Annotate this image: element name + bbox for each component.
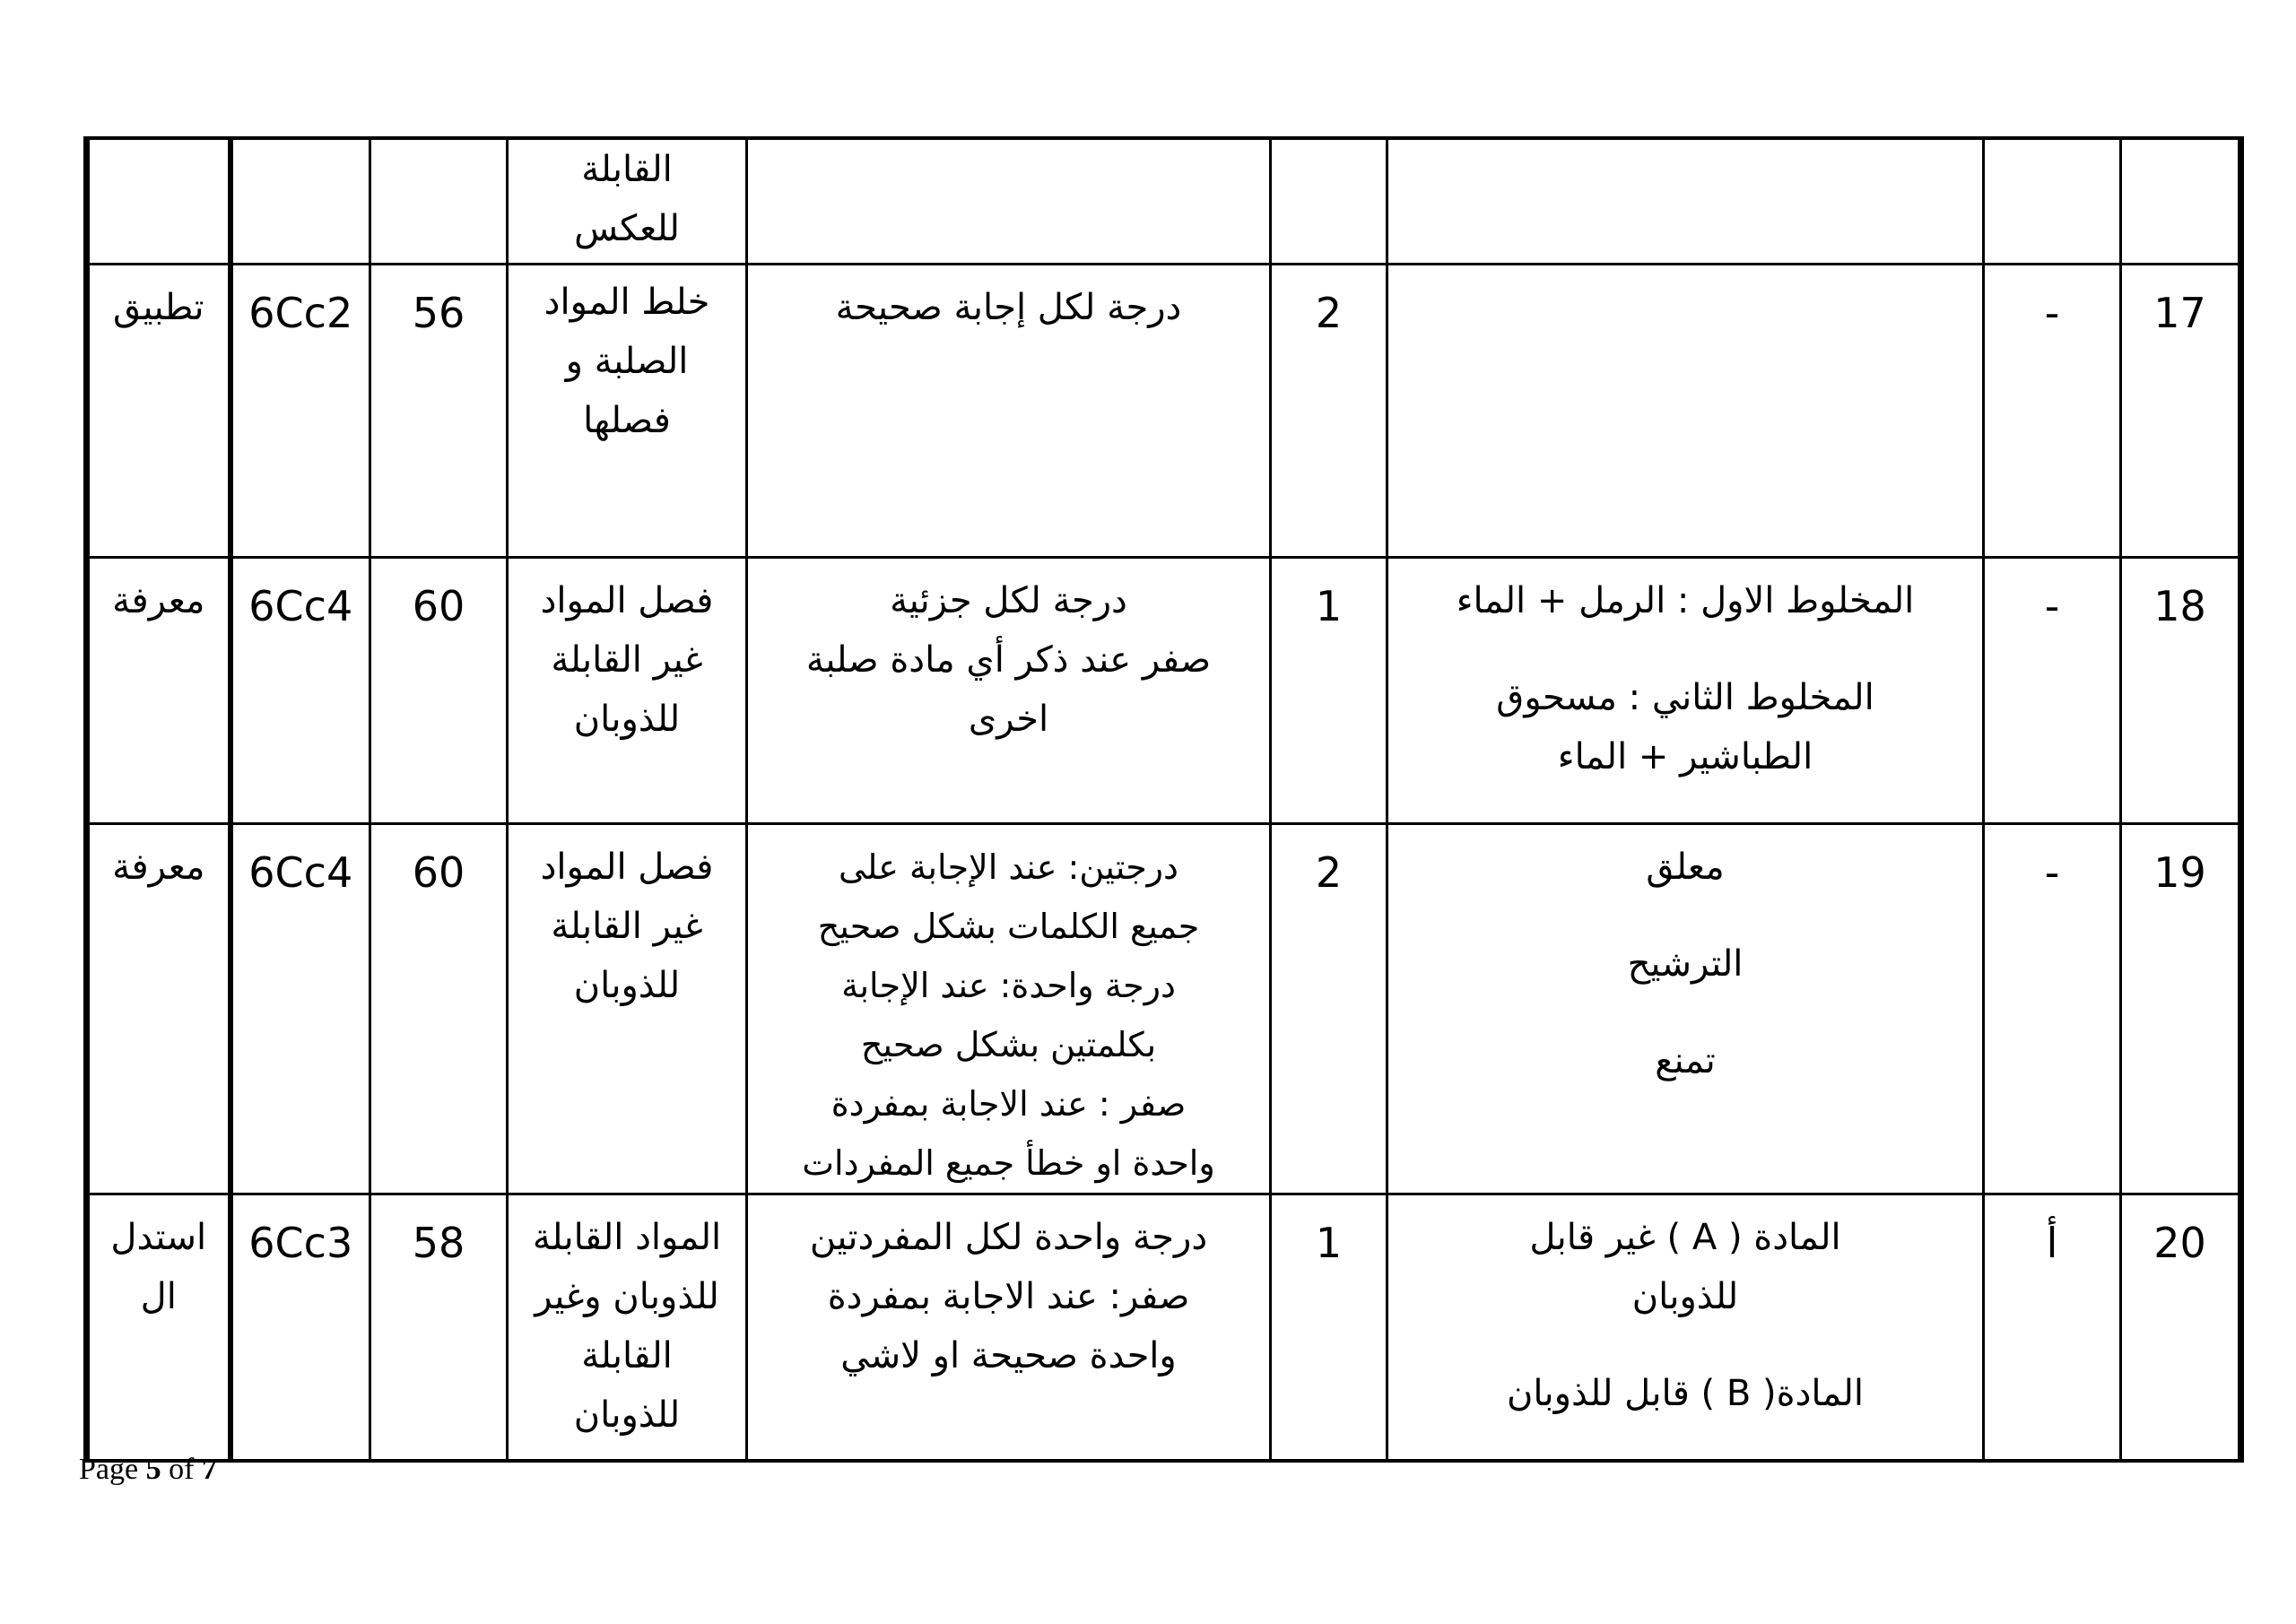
lesson-cell: القابلة للعكس [508,138,747,264]
answer-cell [1387,264,1984,557]
answer-line: المادة ( A ) غير قابل للذوبان [1529,1216,1841,1317]
question-number-cell [2121,138,2241,264]
answer-line: المادة( B ) قابل للذوبان [1506,1372,1865,1414]
footer-of: of [169,1453,195,1486]
code-cell: 6Cc4 [230,823,370,1194]
part-cell: أ [1984,1194,2121,1461]
part-cell: - [1984,264,2121,557]
criteria-cell: درجة واحدة لكل المفردتين صفر: عند الاجابة بمفردة واحدة صحيحة او لاشي [747,1194,1271,1461]
question-number-cell: 20 [2121,1194,2241,1461]
answer-gap [1396,1326,1975,1364]
criteria-cell: درجتين: عند الإجابة على جميع الكلمات بشكل صحيح درجة واحدة: عند الإجابة بكلمتين بشكل صحيح صفر : عند الاجابة بمفردة واحدة او خطأ جميع المفردات [747,823,1271,1194]
marks-cell: 1 [1271,1194,1387,1461]
table-row [87,264,2241,557]
part-cell [1984,138,2121,264]
marking-scheme-table [83,136,2244,1463]
part-cell: - [1984,823,2121,1194]
lesson-cell: فصل المواد غير القابلة للذوبان [508,823,747,1194]
table-row [87,557,2241,823]
answer-line: المخلوط الثاني : مسحوق الطباشير + الماء [1496,676,1874,777]
criteria-cell: درجة لكل جزئية صفر عند ذكر أي مادة صلبة اخرى [747,557,1271,823]
footer-prefix: Page [79,1453,139,1486]
answer-line: المخلوط الاول : الرمل + الماء [1456,579,1915,621]
footer-total-pages: 7 [201,1453,217,1486]
page-ref-cell: 56 [370,264,508,557]
question-number-cell: 17 [2121,264,2241,557]
skill-cell: معرفة [87,823,230,1194]
page-ref-cell [370,138,508,264]
answer-line: معلق [1646,846,1725,888]
criteria-cell [747,138,1271,264]
question-number-cell: 18 [2121,557,2241,823]
skill-cell [87,138,230,264]
code-cell: 6Cc4 [230,557,370,823]
skill-cell: استدل ال [87,1194,230,1461]
answer-cell [1387,557,1984,823]
answer-gap [1396,630,1975,668]
answer-cell [1387,138,1984,264]
table-row [87,823,2241,1194]
lesson-cell: خلط المواد الصلبة و فصلها [508,264,747,557]
answer-cell [1387,1194,1984,1461]
footer-current-page: 5 [145,1453,161,1486]
code-cell [230,138,370,264]
answer-line: تمنع [1655,1039,1716,1081]
marks-cell: 2 [1271,264,1387,557]
answer-gap [1396,994,1975,1031]
skill-cell: معرفة [87,557,230,823]
lesson-cell: المواد القابلة للذوبان وغير القابلة للذوبان [508,1194,747,1461]
code-cell: 6Cc2 [230,264,370,557]
answer-cell [1387,823,1984,1194]
answer-gap [1396,897,1975,934]
lesson-cell: فصل المواد غير القابلة للذوبان [508,557,747,823]
page-ref-cell: 58 [370,1194,508,1461]
table-row [87,138,2241,264]
table-row [87,1194,2241,1461]
question-number-cell: 19 [2121,823,2241,1194]
page-ref-cell: 60 [370,557,508,823]
part-cell: - [1984,557,2121,823]
answer-line: الترشيح [1627,942,1744,985]
page-ref-cell: 60 [370,823,508,1194]
marks-cell: 1 [1271,557,1387,823]
page-footer [79,1453,217,1487]
criteria-cell: درجة لكل إجابة صحيحة [747,264,1271,557]
skill-cell: تطبيق [87,264,230,557]
marks-cell [1271,138,1387,264]
marks-cell: 2 [1271,823,1387,1194]
code-cell: 6Cc3 [230,1194,370,1461]
